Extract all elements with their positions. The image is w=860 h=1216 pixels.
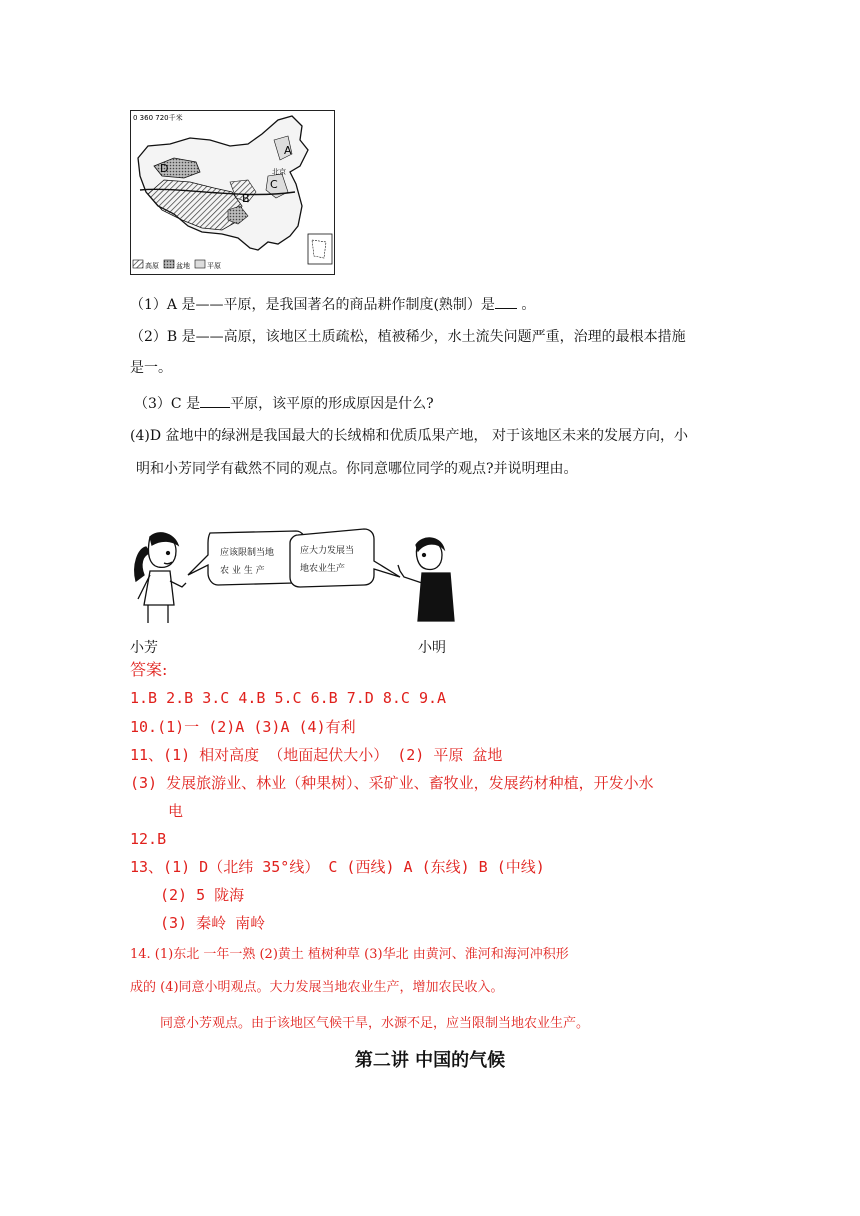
answer-line-3: 11、(1) 相对高度 （地面起伏大小） (2) 平原 盆地: [130, 746, 503, 764]
answer-line-2: 10.(1)一 (2)A (3)A (4)有利: [130, 718, 356, 736]
answer-line-5: 电: [168, 802, 184, 820]
map-label-d: D: [160, 162, 169, 175]
map-label-a: A: [284, 144, 292, 157]
question-4-line1: (4)D 盆地中的绿洲是我国最大的长绒棉和优质瓜果产地， 对于该地区未来的发展方向，小: [130, 428, 688, 444]
map-label-city: 北京: [272, 168, 286, 176]
answer-line-6: 12.B: [130, 830, 167, 848]
legend-plateau: 高原: [145, 262, 159, 270]
bubble-right-line1: 应大力发展当: [300, 546, 355, 556]
answer-line-9: (3) 秦岭 南岭: [160, 914, 266, 932]
legend-plain: 平原: [207, 262, 221, 270]
name-xiaofang: 小芳: [130, 640, 158, 656]
cartoon-figure: [128, 525, 458, 625]
bubble-left-line1: 应该限制当地: [220, 548, 275, 558]
section-title: 第二讲 中国的气候: [354, 1050, 506, 1071]
answer-line-11: 成的 (4)同意小明观点。大力发展当地农业生产，增加农民收入。: [130, 980, 504, 995]
map-figure: [130, 110, 335, 275]
question-2-line2: 是一。: [130, 360, 172, 376]
legend-basin: 盆地: [176, 262, 190, 270]
answers-heading: 答案:: [130, 660, 168, 679]
answer-line-8: (2) 5 陇海: [160, 886, 245, 904]
question-3: （3）C 是 平原，该平原的形成原因是什么?: [134, 396, 434, 412]
map-label-c: C: [270, 178, 278, 191]
answer-line-12: 同意小芳观点。由于该地区气候干旱，水源不足，应当限制当地农业生产。: [160, 1016, 590, 1031]
speech-bubble-left: [188, 531, 306, 585]
question-1: （1）A 是——平原，是我国著名的商品耕作制度(熟制）是 。: [130, 297, 536, 313]
name-xiaoming: 小明: [418, 640, 446, 656]
girl-figure: [135, 533, 186, 623]
china-terrain-map: [130, 110, 335, 275]
answer-line-4: (3) 发展旅游业、林业（种果树）、采矿业、畜牧业，发展药材种植，开发小水: [130, 774, 654, 792]
answer-line-10: 14. (1)东北 一年一熟 (2)黄土 植树种草 (3)华北 由黄河、淮河和海河冲积形: [130, 947, 569, 962]
speech-bubble-right: [290, 529, 400, 587]
map-label-b: B: [242, 192, 250, 205]
cartoon-svg: [128, 525, 458, 625]
answer-line-7: 13、(1) D（北纬 35°线） C (西线) A (东线) B (中线): [130, 858, 545, 876]
question-4-line2: 明和小芳同学有截然不同的观点。你同意哪位同学的观点?并说明理由。: [136, 461, 578, 477]
question-2-line1: （2）B 是——高原，该地区土质疏松，植被稀少，水土流失问题严重，治理的最根本措施: [130, 329, 686, 345]
bubble-right-line2: 地农业生产: [300, 564, 346, 574]
map-scale: 0 360 720千米: [133, 114, 183, 122]
answer-line-1: 1.B 2.B 3.C 4.B 5.C 6.B 7.D 8.C 9.A: [130, 689, 447, 707]
bubble-left-line2: 农 业 生 产: [220, 566, 265, 576]
boy-figure: [398, 538, 454, 621]
south-china-sea-inset: [308, 234, 332, 264]
